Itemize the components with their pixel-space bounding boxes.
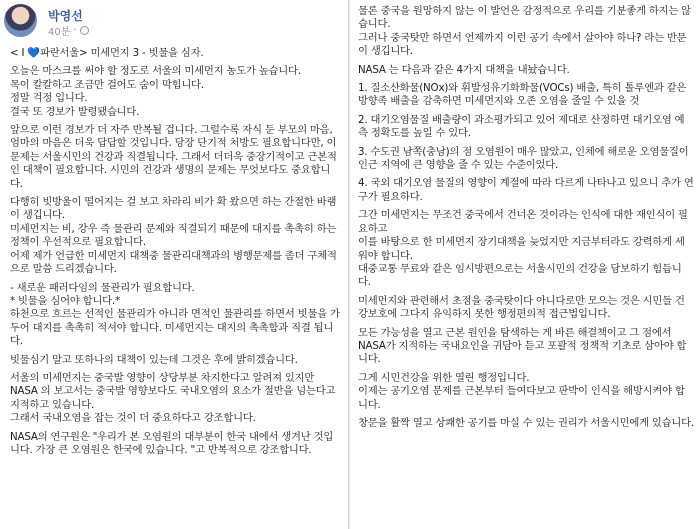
- post-paragraph: 2. 대기오염물질 배출량이 과소평가되고 있어 제대로 산정하면 대기오염 예측 정확도를 높일 수 있다.: [358, 113, 685, 140]
- post-paragraph: 물론 중국을 원망하지 않는 이 발언은 감정적으로 우리를 기분좋게 하지는 않습니다. 그러나 중국탓만 하면서 언제까지 이런 공기 속에서 살아야 하나? 라는 반문이 생깁니다.: [358, 5, 691, 58]
- post-paragraph: 앞으로 이런 경보가 더 자주 반복될 겁니다. 그럴수록 자식 둔 부모의 마음, 엄마의 마음은 더욱 답답할 것입니다. 당장 단기적 처방도 필요합니다만, 이 문제는 서울시민의 건강과 직결됩니다. 그래서 더더욱 중장기적이고 근본적인 대책이 필요합니다. 시민의 건강과 생명의 문제는 무엇보다도 중요합니다.: [10, 124, 337, 190]
- post-paragraph: 다행히 빗방울이 떨어지는 걸 보고 차라리 비가 확 왔으면 하는 간절한 바램이 생깁니다. 미세먼지는 비, 강우 즉 물관리 문제와 직결되기 때문에 대지를 촉촉히 하는 정책이 우선적으로 필요합니다. 어제 제가 언급한 미세먼지 대책중 물관리대책과의 병행문제를 좀더 구체적으로 말씀 드리겠습니다.: [10, 196, 337, 276]
- post-paragraph: 3. 수도권 남쪽(충남)의 점 오염원이 매우 많았고, 인체에 해로운 오염물질이 인근 지역에 큰 영향을 줄 수 있는 수준이었다.: [358, 145, 689, 172]
- post-time[interactable]: 40분: [48, 27, 71, 38]
- post-paragraph: 1. 질소산화물(NOx)와 휘발성유기화화물(VOCs) 배출, 특히 톨루엔과 같은 방향족 배출을 감축하면 미세먼지와 오존 오염을 줄일 수 있을 것: [358, 82, 687, 108]
- author-name[interactable]: 박영선: [48, 9, 83, 23]
- post-paragraph: 오늘은 마스크를 써야 할 정도로 서울의 미세먼지 농도가 높습니다. 목이 칼칼하고 조금만 걸어도 숨이 막힙니다. 정말 걱정 입니다. 결국 또 경보가 발령됐습니다.: [10, 65, 301, 118]
- post-body-left: [10, 47, 342, 462]
- post-paragraph: 모든 가능성을 열고 근본 원인을 탐색하는 게 바른 해결책이고 그 점에서 NASA가 지적하는 국내요인을 귀담아 듣고 포괄적 정책적 기초로 삼아야 합니다.: [358, 326, 687, 366]
- post-paragraph: 미세먼지와 관련해서 초점을 중국탓이다 아니다로만 모으는 것은 시민들 건강보호에 그다지 유익하지 못한 행정편의적 접근법입니다.: [358, 294, 685, 321]
- title-suffix: 파란서울> 미세먼지 3 - 빗물을 심자.: [40, 47, 204, 59]
- post-paragraph: NASA 는 다음과 같은 4가지 대책을 내놨습니다.: [358, 63, 570, 76]
- post-title: [10, 47, 342, 60]
- post-paragraph: 4. 국외 대기오염 물질의 영향이 계절에 따라 다르게 나타나고 있으니 추가 연구가 필요하다.: [358, 177, 694, 203]
- heart-icon: 💙: [27, 47, 41, 59]
- post-paragraph: 그게 시민건강을 위한 열린 행정입니다. 이제는 공기오염 문제를 근본부터 들여다보고 판박이 인식을 해방시켜야 합니다.: [358, 371, 685, 411]
- left-column: [0, 0, 349, 529]
- post-paragraph: 서울의 미세먼지는 중국발 영향이 상당부분 차지한다고 알려져 있지만 NASA 의 보고서는 중국발 영향보다도 국내오염의 요소가 절반을 넘는다고 지적하고 있습니다. 그래서 국내오염을 잡는 것이 더 중요하다고 강조합니다.: [10, 371, 336, 425]
- post-paragraph: 빗물심기 말고 또하나의 대책이 있는데 그것은 후에 밝히겠습니다.: [10, 353, 298, 366]
- post-paragraph: 그간 미세먼지는 무조건 중국에서 건너온 것이라는 인식에 대한 재인식이 필요하고 이를 바탕으로 한 미세먼지 장기대책을 늦었지만 지금부터라도 강력하게 세워야 합니다. 대중교통 무료와 같은 임시방편으로는 서울시민의 건강을 담보하기 힘듭니다.: [358, 209, 688, 289]
- title-prefix: < I: [10, 47, 28, 59]
- right-column: [350, 0, 700, 529]
- post-paragraph: 창문을 활짝 열고 상쾌한 공기를 마실 수 있는 권리가 서울시민에게 있습니다.: [358, 416, 694, 429]
- post-meta: [48, 23, 89, 38]
- dot-separator: ·: [73, 25, 77, 36]
- globe-icon: [80, 26, 89, 35]
- avatar[interactable]: [4, 4, 37, 37]
- post-body-right: [358, 5, 694, 435]
- post-paragraph: NASA의 연구원은 "우리가 본 오염원의 대부분이 한국 내에서 생겨난 것입니다. 가장 큰 오염원은 한국에 있습니다. "고 반복적으로 강조합니다.: [10, 430, 334, 456]
- post-paragraph: - 새로운 패러다임의 물관리가 필요합니다. * 빗물을 심어야 합니다.* 하천으로 흐르는 선적인 물관리가 아니라 면적인 물관리를 하면서 빗물을 가두어 대지를 촉촉히 적셔야 합니다. 미세먼지는 대지의 촉촉함과 직결 됩니다.: [10, 281, 340, 348]
- post-header: [4, 4, 304, 38]
